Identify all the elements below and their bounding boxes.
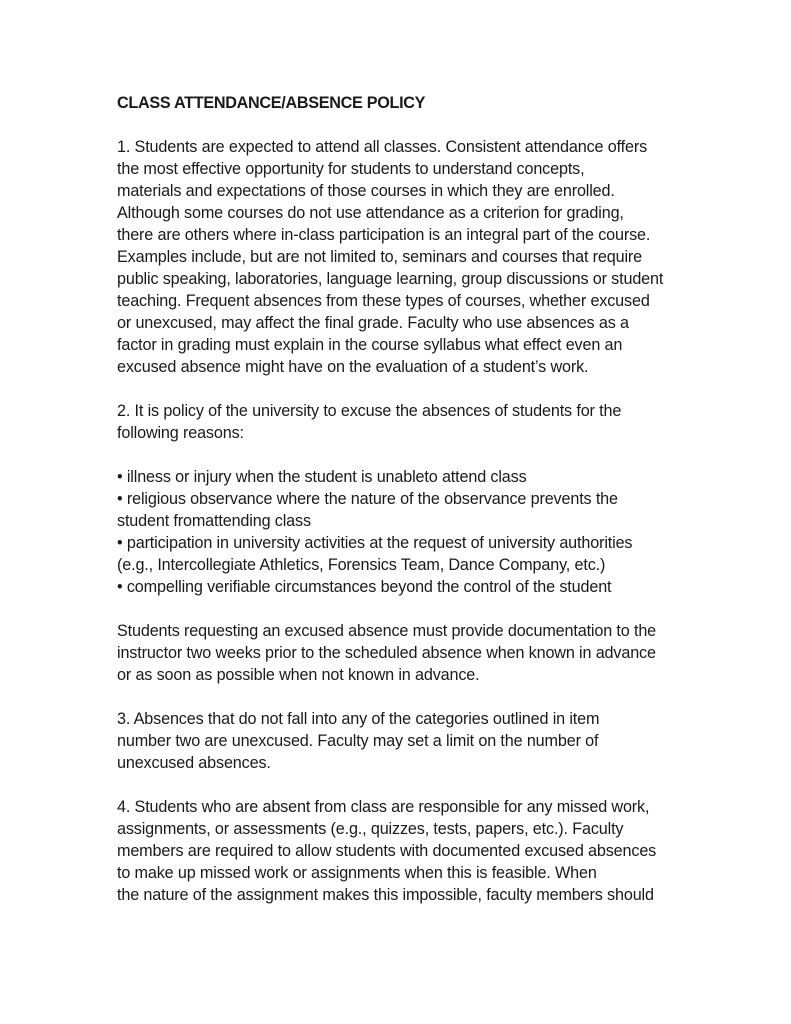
text-line: there are others where in-class participation is an integral part of the course. bbox=[117, 226, 651, 244]
text-line: or as soon as possible when not known in advance. bbox=[117, 666, 480, 684]
paragraph-3 bbox=[117, 708, 717, 774]
text-line: instructor two weeks prior to the scheduled absence when known in advance bbox=[117, 644, 656, 662]
text-line: or unexcused, may affect the final grade. Faculty who use absences as a bbox=[117, 314, 629, 332]
text-line: Students requesting an excused absence must provide documentation to the bbox=[117, 622, 657, 640]
text-line: 3. Absences that do not fall into any of the categories outlined in item bbox=[117, 710, 600, 728]
text-line: assignments, or assessments (e.g., quizzes, tests, papers, etc.). Faculty bbox=[117, 820, 624, 838]
document-page bbox=[117, 92, 717, 928]
paragraph-4 bbox=[117, 796, 717, 906]
reasons-bullet-list bbox=[117, 466, 717, 598]
bullet-item-continued: (e.g., Intercollegiate Athletics, Forensics Team, Dance Company, etc.) bbox=[117, 556, 606, 574]
text-line: number two are unexcused. Faculty may set a limit on the number of bbox=[117, 732, 599, 750]
text-line: unexcused absences. bbox=[117, 754, 271, 772]
page-title: CLASS ATTENDANCE/ABSENCE POLICY bbox=[117, 94, 426, 112]
bullet-item-continued: student fromattending class bbox=[117, 512, 311, 530]
text-line: factor in grading must explain in the course syllabus what effect even an bbox=[117, 336, 623, 354]
text-line: Although some courses do not use attendance as a criterion for grading, bbox=[117, 204, 624, 222]
text-line: the most effective opportunity for students to understand concepts, bbox=[117, 160, 585, 178]
text-line: the nature of the assignment makes this impossible, faculty members should bbox=[117, 886, 654, 904]
bullet-item: • illness or injury when the student is unableto attend class bbox=[117, 468, 527, 486]
text-line: 2. It is policy of the university to excuse the absences of students for the bbox=[117, 402, 622, 420]
text-line: materials and expectations of those courses in which they are enrolled. bbox=[117, 182, 615, 200]
text-line: members are required to allow students with documented excused absences bbox=[117, 842, 657, 860]
text-line: excused absence might have on the evaluation of a student’s work. bbox=[117, 358, 589, 376]
paragraph-1 bbox=[117, 136, 717, 378]
bullet-item: • compelling verifiable circumstances beyond the control of the student bbox=[117, 578, 612, 596]
text-line: 4. Students who are absent from class are responsible for any missed work, bbox=[117, 798, 650, 816]
bullet-item: • religious observance where the nature of the observance prevents the bbox=[117, 490, 618, 508]
text-line: Examples include, but are not limited to, seminars and courses that require bbox=[117, 248, 643, 266]
text-line: following reasons: bbox=[117, 424, 244, 442]
text-line: teaching. Frequent absences from these types of courses, whether excused bbox=[117, 292, 650, 310]
text-line: public speaking, laboratories, language learning, group discussions or student bbox=[117, 270, 664, 288]
paragraph-2 bbox=[117, 400, 717, 444]
text-line: 1. Students are expected to attend all classes. Consistent attendance offers bbox=[117, 138, 648, 156]
bullet-item: • participation in university activities at the request of university authorities bbox=[117, 534, 633, 552]
paragraph-documentation bbox=[117, 620, 717, 686]
text-line: to make up missed work or assignments when this is feasible. When bbox=[117, 864, 597, 882]
